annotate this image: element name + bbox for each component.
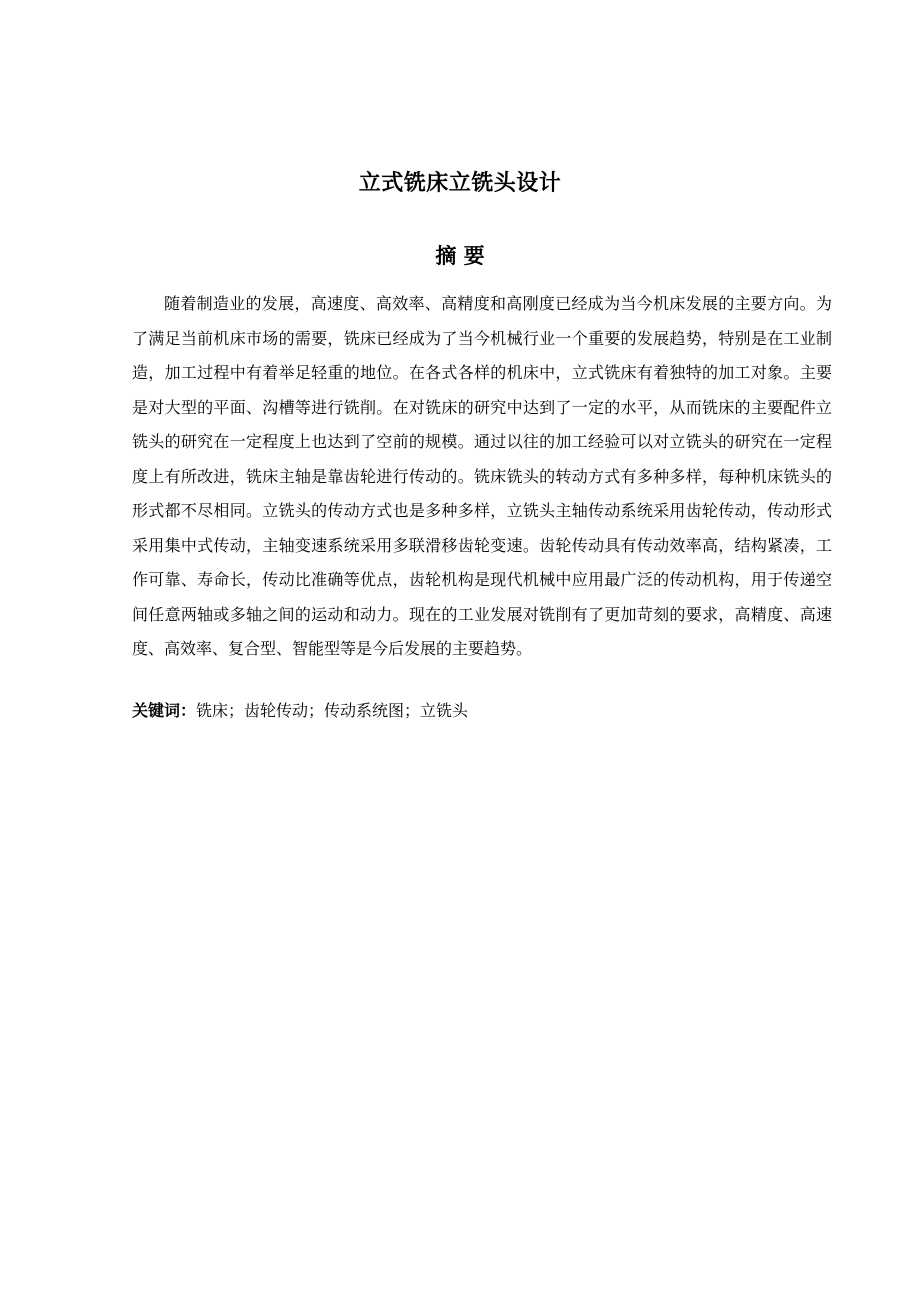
document-title: 立式铣床立铣头设计 [358,171,562,196]
keywords-line [132,694,832,728]
abstract-heading: 摘 要 [435,244,485,268]
abstract-body: 随着制造业的发展，高速度、高效率、高精度和高刚度已经成为当今机床发展的主要方向。为了满足当前机床市场的需要，铣床已经成为了当今机械行业一个重要的发展趋势，特别是在工业制造，加工过程中有着举足轻重的地位。在各式各样的机床中，立式铣床有着独特的加工对象。主要是对大型的平面、沟槽等进行铣削。在对铣床的研究中达到了一定的水平，从而铣床的主要配件立铣头的研究在一定程度上也达到了空前的规模。通过以往的加工经验可以对立铣头的研究在一定程度上有所改进，铣床主轴是靠齿轮进行传动的。铣床铣头的转动方式有多种多样，每种机床铣头的形式都不尽相同。立铣头的传动方式也是多种多样，立铣头主轴传动系统采用齿轮传动，传动形式采用集中式传动，主轴变速系统采用多联滑移齿轮变速。齿轮传动具有传动效率高，结构紧凑，工作可靠、寿命长，传动比准确等优点，齿轮机构是现代机械中应用最广泛的传动机构，用于传递空间任意两轴或多轴之间的运动和动力。现在的工业发展对铣削有了更加苛刻的要求，高精度、高速度、高效率、复合型、智能型等是今后发展的主要趋势。 [132,294,832,658]
keywords-text: 铣床；齿轮传动；传动系统图；立铣头 [196,701,469,720]
keywords-label: 关键词： [132,701,197,720]
